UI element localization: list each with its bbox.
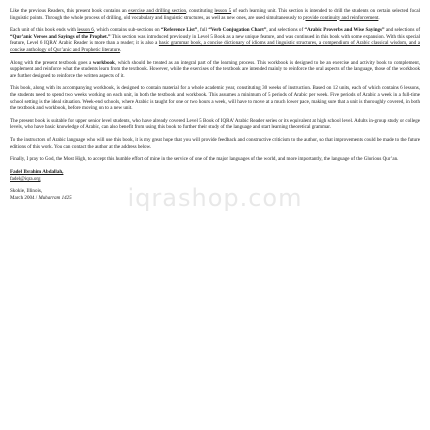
paragraph-lesson-6: Each unit of this book ends with lesson 6, which contains sub-sections on “Reference List”, full “Verb Conjugation Chart”, and selections of “Arabic Proverbs and Wise Sayings” and selections of “Qur’anic Verses and Sayings of the Prophet.” This section was introduced previously in Level 5 Book as a new unique feature, and was continued in this book with some expansion. With this special feature, Level 6 IQRA’ Arabic Reader is more than a reader; it is also a basic grammar book, a concise dictionary of idioms and linguistic structures, a compendium of Arabic classical wisdom, and a concise anthology of Qur’anic and Prophetic literature. <box>10 27 421 53</box>
paragraph-instructors: To the instructors of Arabic language who will use this book, it is my great hope that you will provide feedback and constructive criticism to the author, so that improvements could be made to the future editions of this work. You can contact the author at the address below. <box>10 137 420 150</box>
reference-list-term: “Reference List” <box>161 27 198 34</box>
verb-conjugation-term: “Verb Conjugation Chart” <box>208 27 267 34</box>
signature-block <box>10 169 420 201</box>
author-name: Fadel Ibrahim Abdallah, <box>10 169 64 176</box>
author-location: Skokie, Illinois, <box>10 187 43 194</box>
paragraph-academic-year: This book, along with its accompanying workbook, is designed to contain material for a whole academic year, constituting 30 weeks of instruction. Based on 12 units, each of which contains 6 lessons, the students need to spend two weeks working on each unit, in both the textbook and workbook. This assumes a minimum of 5 periods of Arabic per week. Five periods of Arabic a week in a full-time school setting is the ideal situation. Week-end schools, where Arabic is taught for one or two hours a week, will have to move at a much lower pace, making sure that a unit is thoroughly covered, in both the textbook and workbook, before moving on to a new unit. <box>10 85 420 112</box>
quranic-verses-term: “Qur’anic Verses and Sayings of the Prophet.” <box>10 33 111 40</box>
paragraph-exercise-section: Like the previous Readers, this present book contains an exercise and drilling section, constituting lesson 5 of each learning unit. This section is intended to drill the students on certain selected focal linguistic points. Through the whole process of drilling, old vocabulary and linguistic structures, as well as new ones, are used simultaneously to provide continuity and reinforcement. <box>10 8 420 21</box>
hijri-date: Muharram 1425 <box>38 194 72 201</box>
paragraph-closing-prayer: Finally, I pray to God, the Most High, to accept this humble effort of mine in the service of one of the major languages of the world, and more importantly, the language of the Glorious Qur’an. <box>10 156 399 163</box>
workbook-term: workbook <box>92 59 115 66</box>
signature-date: March 2004 / Muharram 1425 <box>10 194 72 201</box>
proverbs-term: “Arabic Proverbs and Wise Sayings” <box>304 27 385 34</box>
author-email-link[interactable]: fadel@iqra.org <box>10 175 41 182</box>
lesson-6-link-text: lesson 6 <box>77 27 94 34</box>
exercise-section-link-text: exercise and drilling section <box>128 8 187 14</box>
continuity-link-text: provide continuity and reinforcement <box>303 14 379 21</box>
grammar-book-link-text: basic grammar book, a concise dictionary of idioms and linguistic structures, a compendium of Arabic classical wisdom, and a concise anthology of Qur’anic and Prophetic literature <box>10 40 420 53</box>
paragraph-workbook: Along with the present textbook goes a workbook, which should be treated as an integral part of the learning process. This workbook is designed to be an exercise and activity book to complement, supplement and reinforce what the students learn from the textbook. However, while the exercises of the textbook are intended mainly to reinforce the oral aspects of the language, those of the workbook are further designed to reinforce the written aspects of it. <box>10 59 420 79</box>
lesson-5-link-text: lesson 5 <box>214 8 232 14</box>
watermark: iqrashop.com <box>127 184 303 212</box>
paragraph-audience: The present book is suitable for upper senior level students, who have already covered Level 5 Book of IQRA’ Arabic Reader series or its equivalent at high school level. Adults in-group study or college levels, who have basic knowledge of Arabic, can also benefit from using this book to further their study of the language and start learning theoretical grammar. <box>10 117 420 131</box>
